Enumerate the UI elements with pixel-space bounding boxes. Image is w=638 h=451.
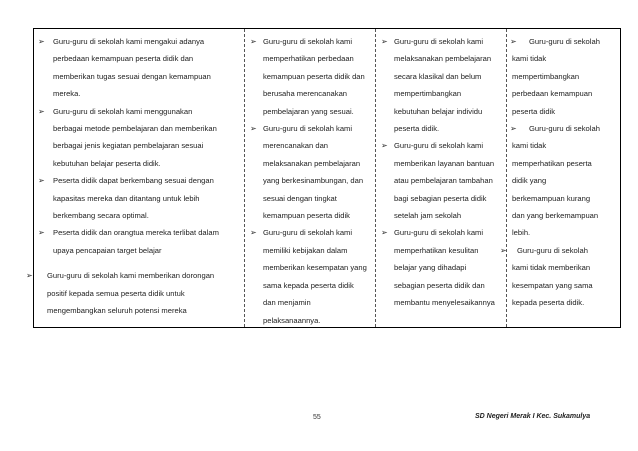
item-text: dan menjamin [263,298,311,308]
list-item [512,33,618,120]
item-text: memiliki kebijakan dalam [263,245,348,255]
column-3 [381,33,503,312]
item-text: kapasitas mereka dan ditantang untuk lebih [53,193,200,203]
item-text: Guru-guru di sekolah kami memberikan dorongan [47,271,215,281]
arrow-bullet-icon: ➢ [510,37,517,46]
item-text: mempertimbangkan [512,71,580,81]
item-text: setelah jam sekolah [394,211,462,221]
item-text: berbagai metode pembelajaran dan memberikan [53,124,217,134]
item-text: yang berkesinambungan, dan [263,176,364,186]
item-text: bagi sebagian peserta didik [394,193,487,203]
item-text: berbagai jenis kegiatan pembelajaran sesuai [53,141,204,151]
item-text: didik yang [512,176,547,186]
item-text: berkemampuan kurang [512,193,591,203]
item-text: merencanakan dan [263,141,329,151]
item-text: Guru-guru di sekolah [529,124,600,134]
item-text: mengembangkan seluruh potensi mereka [47,306,187,316]
item-text: memperhatikan kesulitan [394,245,479,255]
item-text: kemampuan peserta didik [263,211,350,221]
arrow-bullet-icon: ➢ [250,228,257,238]
item-text: kemampuan peserta didik dan [263,71,365,81]
item-text: sesuai dengan tingkat [263,193,337,203]
arrow-bullet-icon: ➢ [250,37,257,46]
arrow-bullet-icon: ➢ [38,106,45,116]
arrow-bullet-icon: ➢ [38,37,45,46]
column-1 [26,33,240,320]
item-text: atau pembelajaran tambahan [394,176,493,186]
arrow-bullet-icon: ➢ [250,124,257,134]
arrow-bullet-icon: ➢ [500,245,507,255]
arrow-bullet-icon: ➢ [38,228,45,238]
item-text: sama kepada peserta didik [263,280,354,290]
arrow-bullet-icon: ➢ [510,124,517,134]
item-text: Peserta didik dan orangtua mereka terlibat dalam [53,228,219,238]
item-text: dan yang berkemampuan [512,211,599,221]
list-item [381,33,503,137]
criteria-table [26,28,621,328]
list-item [381,137,503,224]
item-text: Guru-guru di sekolah [517,245,588,255]
item-text: peserta didik. [394,124,440,134]
item-text: kesempatan yang sama [512,280,593,290]
list-item [381,224,503,311]
item-text: belajar yang dihadapi [394,263,467,273]
page-number: 55 [313,414,321,421]
item-text: mempertimbangkan [394,89,462,99]
column-2 [250,33,372,329]
item-text: membantu menyelesaikannya [394,298,495,308]
item-text: positif kepada semua peserta didik untuk [47,288,185,298]
item-text: secara klasikal dan belum [394,71,482,81]
item-text: pembelajaran yang sesuai. [263,106,354,116]
list-item [250,224,372,328]
item-text: Guru-guru di sekolah kami [263,37,353,46]
item-text: perbedaan kemampuan [512,89,593,99]
column-divider [244,29,245,327]
item-text: memberikan tugas sesuai dengan kemampuan [53,71,211,81]
item-text: kami tidak memberikan [512,263,591,273]
item-text: berusaha merencanakan [263,89,348,99]
item-text: Guru-guru di sekolah [529,37,600,46]
item-text: upaya pencapaian target belajar [53,245,162,255]
item-text: memperhatikan perbedaan [263,54,354,64]
item-text: melaksanakan pembelajaran [394,54,492,64]
list-item [38,224,240,259]
item-text: berkembang secara optimal. [53,211,149,221]
item-text: perbedaan kemampuan peserta didik dan [53,54,194,64]
column-divider [506,29,507,327]
item-text: memberikan layanan bantuan [394,158,495,168]
item-text: Guru-guru di sekolah kami mengakui adanya [53,37,205,46]
item-text: sebagian peserta didik dan [394,280,485,290]
list-item [26,267,240,319]
item-text: Guru-guru di sekolah kami [394,141,484,151]
list-item [500,242,618,312]
item-text: Guru-guru di sekolah kami [263,228,353,238]
item-text: Guru-guru di sekolah kami menggunakan [53,106,193,116]
school-name: SD Negeri Merak I Kec. Sukamulya [475,413,591,420]
arrow-bullet-icon: ➢ [381,37,388,46]
item-text: kami tidak [512,54,547,64]
item-text: melaksanakan pembelajaran [263,158,361,168]
column-divider [375,29,376,327]
item-text: memperhatikan peserta [512,158,592,168]
list-item [250,120,372,224]
list-item [38,33,240,103]
column-4 [500,33,618,312]
item-text: mereka. [53,89,81,99]
item-text: kebutuhan belajar individu [394,106,483,116]
item-text: lebih. [512,228,531,238]
arrow-bullet-icon: ➢ [381,228,388,238]
item-text: Peserta didik dapat berkembang sesuai dengan [53,176,214,186]
item-text: Guru-guru di sekolah kami [394,228,484,238]
item-text: pelaksanaannya. [263,315,321,325]
arrow-bullet-icon: ➢ [38,176,45,186]
list-item [250,33,372,120]
item-text: kepada peserta didik. [512,298,585,308]
item-text: memberikan kesempatan yang [263,263,367,273]
item-text: peserta didik [512,106,556,116]
item-text: kami tidak [512,141,547,151]
item-text: kebutuhan belajar peserta didik. [53,158,161,168]
list-item [512,120,618,242]
item-text: Guru-guru di sekolah kami [263,124,353,134]
arrow-bullet-icon: ➢ [26,271,33,281]
arrow-bullet-icon: ➢ [381,141,388,151]
item-text: Guru-guru di sekolah kami [394,37,484,46]
list-item [38,172,240,224]
list-item [38,103,240,173]
